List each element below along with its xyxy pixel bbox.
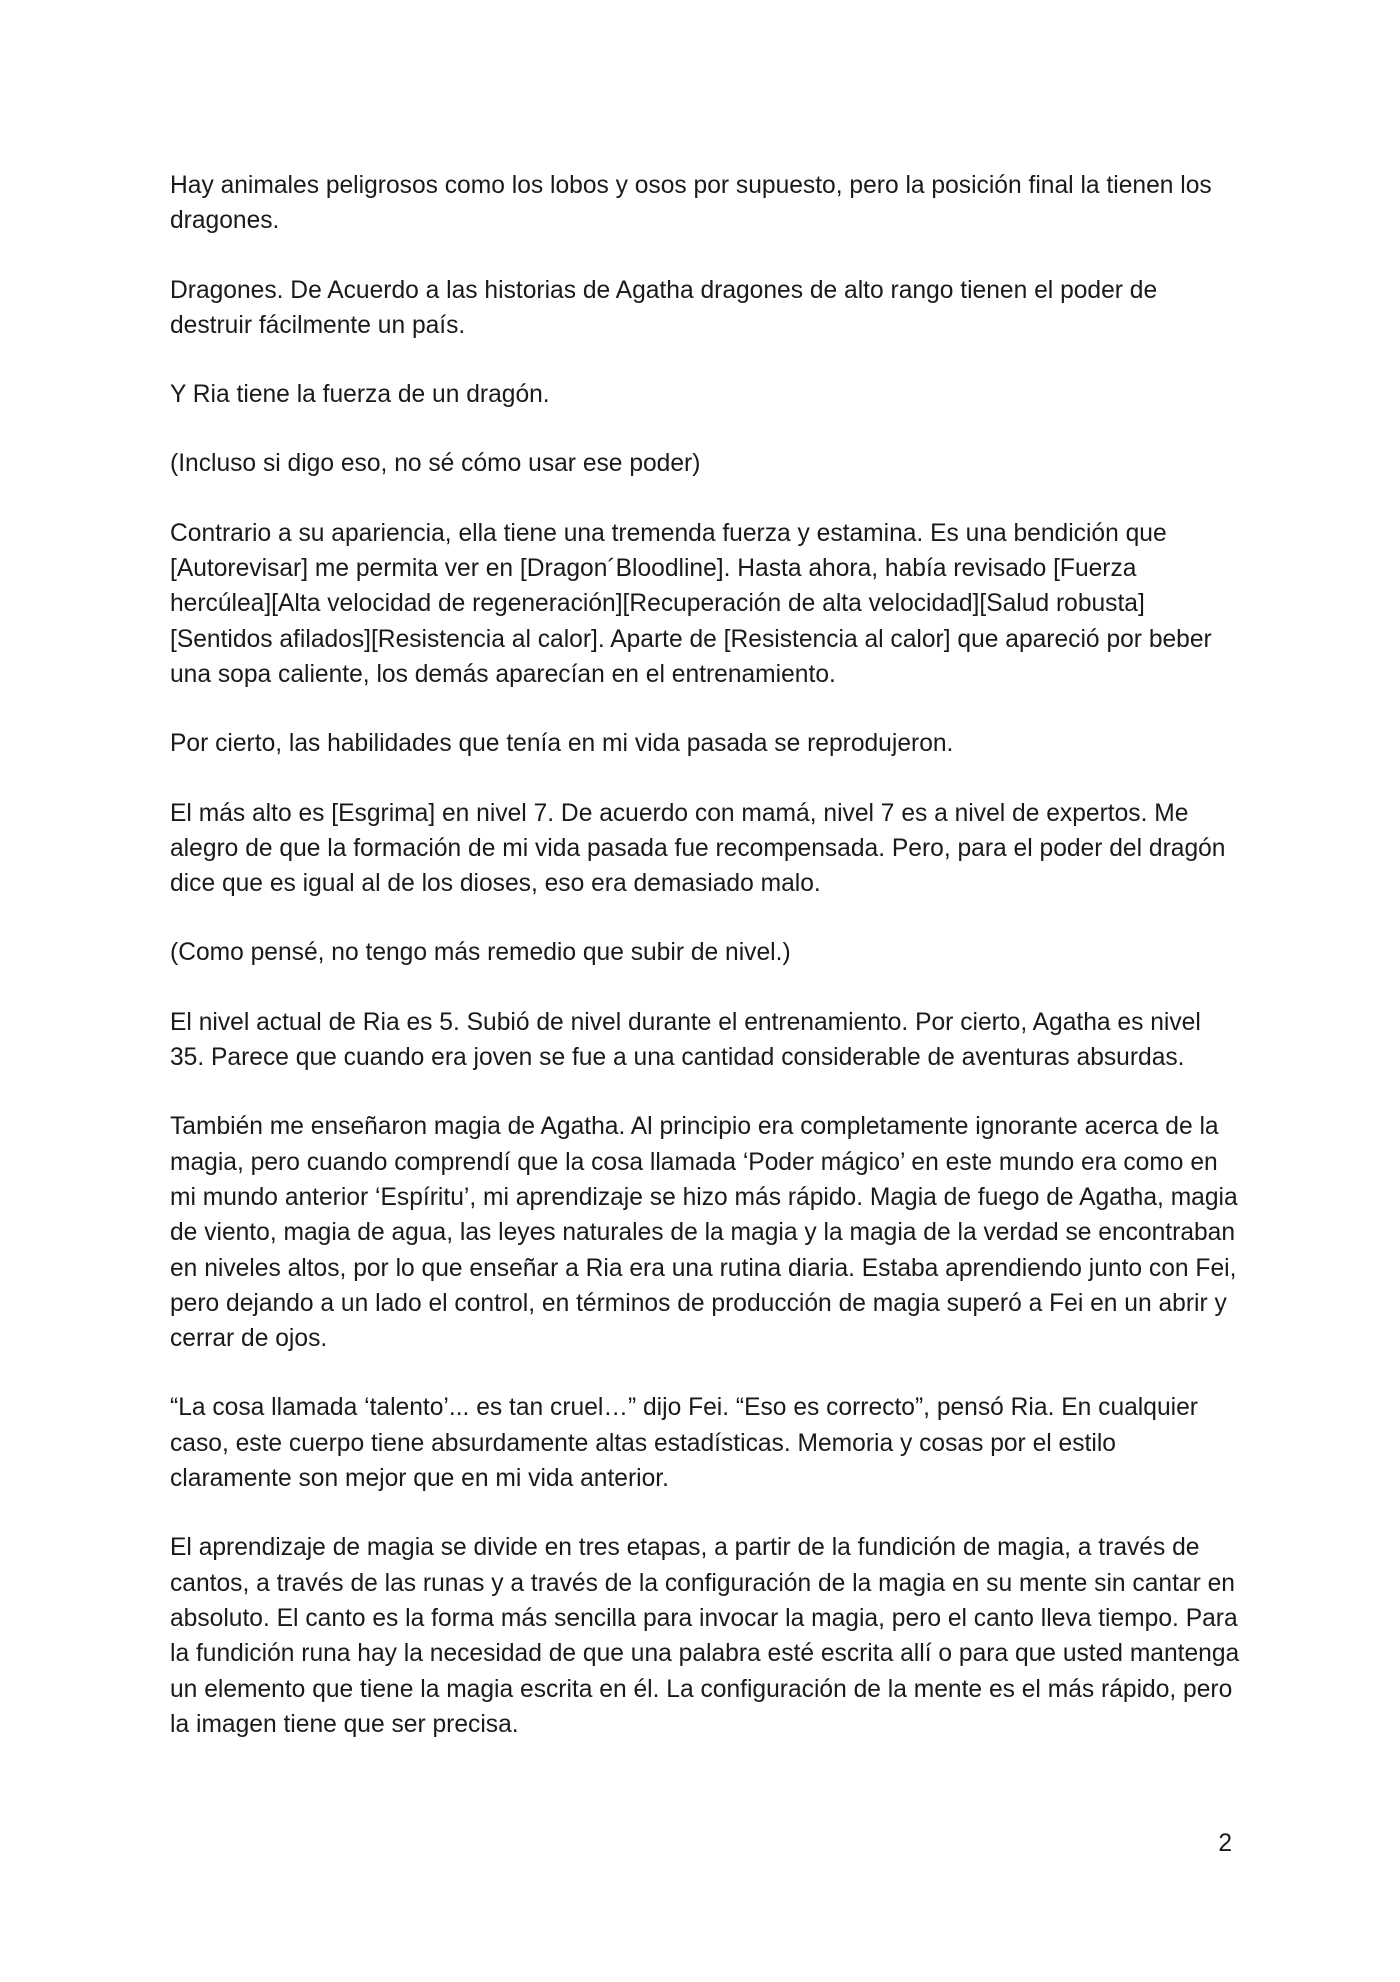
paragraph: Dragones. De Acuerdo a las historias de Agatha dragones de alto rango tienen el poder de destruir fácilmente un país. [170, 276, 1158, 339]
paragraph: (Como pensé, no tengo más remedio que subir de nivel.) [170, 939, 791, 967]
page-number: 2 [1218, 1830, 1232, 1857]
paragraph: “La cosa llamada ‘talento’... es tan cruel…” dijo Fei. “Eso es correcto”, pensó Ria. En cualquier caso, este cuerpo tiene absurdamente altas estadísticas. Memoria y cosas por el estilo claramente son mejor que en mi vida anterior. [170, 1394, 1198, 1493]
paragraph: Contrario a su apariencia, ella tiene una tremenda fuerza y estamina. Es una bendición que [Autorevisar] me permita ver en [Dragon´Bloodline]. Hasta ahora, había revisado [Fuerza hercúlea][Alta velocidad de regeneración][Recuperación de alta velocidad][Salud robusta][Sentidos afilados][Resistencia al calor]. Aparte de [Resistencia al calor] que apareció por beber una sopa caliente, los demás aparecían en el entrenamiento. [170, 519, 1212, 688]
paragraph: (Incluso si digo eso, no sé cómo usar ese poder) [170, 450, 701, 478]
paragraph: El más alto es [Esgrima] en nivel 7. De acuerdo con mamá, nivel 7 es a nivel de expertos. Me alegro de que la formación de mi vida pasada fue recompensada. Pero, para el poder del dragón dice que es igual al de los dioses, eso era demasiado malo. [170, 799, 1226, 898]
document-body [170, 168, 1240, 1776]
paragraph: Por cierto, las habilidades que tenía en mi vida pasada se reprodujeron. [170, 730, 954, 758]
paragraph: También me enseñaron magia de Agatha. Al principio era completamente ignorante acerca de la magia, pero cuando comprendí que la cosa llamada ‘Poder mágico’ en este mundo era como en mi mundo anterior ‘Espíritu’, mi aprendizaje se hizo más rápido. Magia de fuego de Agatha, magia de viento, magia de agua, las leyes naturales de la magia y la magia de la verdad se encontraban en niveles altos, por lo que enseñar a Ria era una rutina diaria. Estaba aprendiendo junto con Fei, pero dejando a un lado el control, en términos de producción de magia superó a Fei en un abrir y cerrar de ojos. [170, 1113, 1238, 1353]
paragraph: Hay animales peligrosos como los lobos y osos por supuesto, pero la posición final la tienen los dragones. [170, 172, 1212, 235]
paragraph: Y Ria tiene la fuerza de un dragón. [170, 381, 550, 409]
paragraph: El nivel actual de Ria es 5. Subió de nivel durante el entrenamiento. Por cierto, Agatha es nivel 35. Parece que cuando era joven se fue a una cantidad considerable de aventuras absurdas. [170, 1008, 1201, 1072]
paragraph: El aprendizaje de magia se divide en tres etapas, a partir de la fundición de magia, a través de cantos, a través de las runas y a través de la configuración de la magia en su mente sin cantar en absoluto. El canto es la forma más sencilla para invocar la magia, pero el canto lleva tiempo. Para la fundición runa hay la necesidad de que una palabra esté escrita allí o para que usted mantenga un elemento que tiene la magia escrita en él. La configuración de la mente es el más rápido, pero la imagen tiene que ser precisa. [170, 1534, 1240, 1738]
